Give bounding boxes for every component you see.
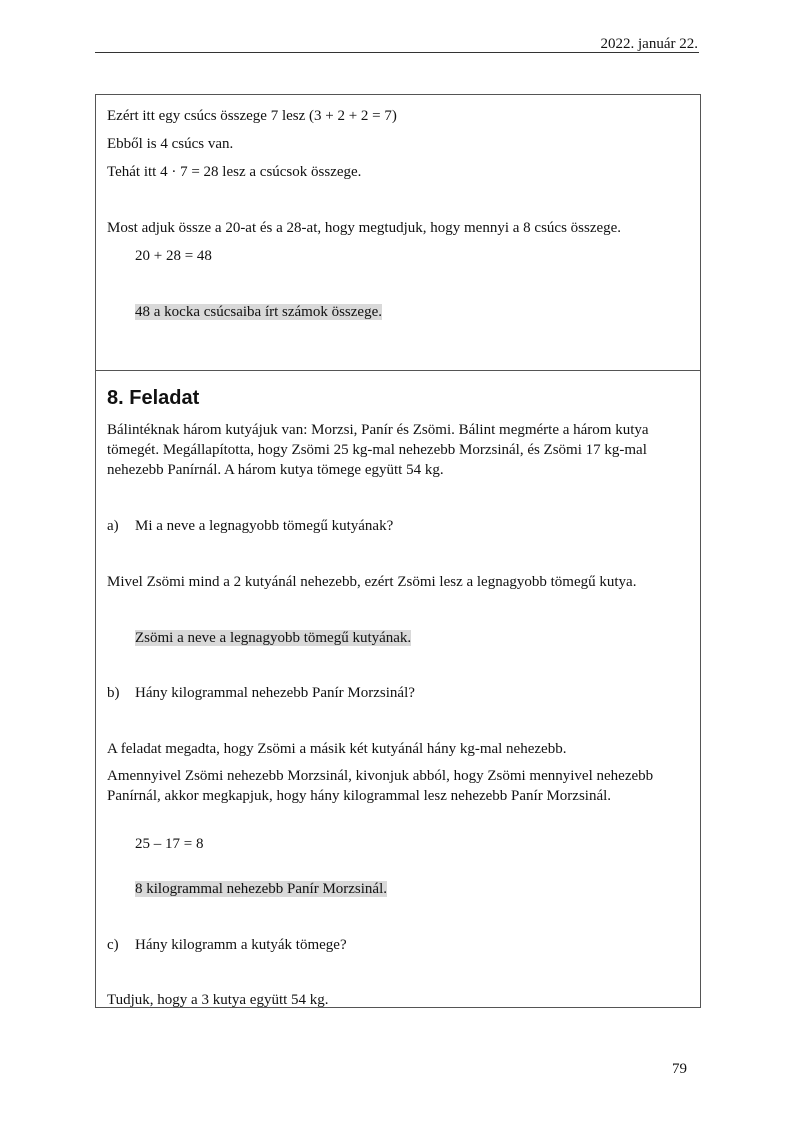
answer-text: 8 kilogrammal nehezebb Panír Morzsinál. [135,881,388,897]
answer-text: Zsömi a neve a legnagyobb tömegű kutyának. [135,630,412,646]
reasoning: A feladat megadta, hogy Zsömi a másik két kutyánál hány kg-mal nehezebb. [107,741,567,757]
question-text: Hány kilogramm a kutyák tömege? [135,937,347,953]
question-label: a) [107,518,119,534]
task-8 [96,371,700,1007]
reasoning: Amennyivel Zsömi nehezebb Morzsinál, kivonjuk abból, hogy Zsömi mennyivel nehezebb Panírnál, akkor megkapjuk, hogy hány kilogrammal lesz nehezebb Panír Morzsinál. [107,768,654,804]
text-line: Tehát itt 4 · 7 = 28 lesz a csúcsok összege. [107,164,362,180]
question-text: Hány kilogrammal nehezebb Panír Morzsinál? [135,685,415,701]
equation: 20 + 28 = 48 [135,248,212,264]
page-number: 79 [672,1061,687,1077]
equation: 25 – 17 = 8 [135,836,204,852]
reasoning: Mivel Zsömi mind a 2 kutyánál nehezebb, ezért Zsömi lesz a legnagyobb tömegű kutya. [107,574,637,590]
previous-task-continuation [96,95,700,371]
header-divider [95,52,699,53]
text-line: Ebből is 4 csúcs van. [107,136,234,152]
question-label: b) [107,685,120,701]
answer-highlight [135,302,689,322]
reasoning: Tudjuk, hogy a 3 kutya együtt 54 kg. [107,992,329,1008]
answer-highlight [135,628,689,648]
text-line: Most adjuk össze a 20-at és a 28-at, hogy megtudjuk, hogy mennyi a 8 csúcs összege. [107,220,622,236]
question-label: c) [107,937,119,953]
task-intro: Bálintéknak három kutyájuk van: Morzsi, Panír és Zsömi. Bálint megmérte a három kutya tömegét. Megállapította, hogy Zsömi 25 kg-mal nehezebb Morzsinál, és Zsömi 17 kg-mal nehezebb Panírnál. A három kutya tömege együtt 54 kg. [107,422,649,478]
content-box [95,94,701,1008]
answer-highlight [135,879,689,899]
header-date: 2022. január 22. [600,36,698,52]
text-line: Ezért itt egy csúcs összege 7 lesz (3 + 2 + 2 = 7) [107,108,397,124]
question-text: Mi a neve a legnagyobb tömegű kutyának? [135,518,394,534]
task-title: 8. Feladat [107,387,200,409]
answer-text: 48 a kocka csúcsaiba írt számok összege. [135,304,382,320]
